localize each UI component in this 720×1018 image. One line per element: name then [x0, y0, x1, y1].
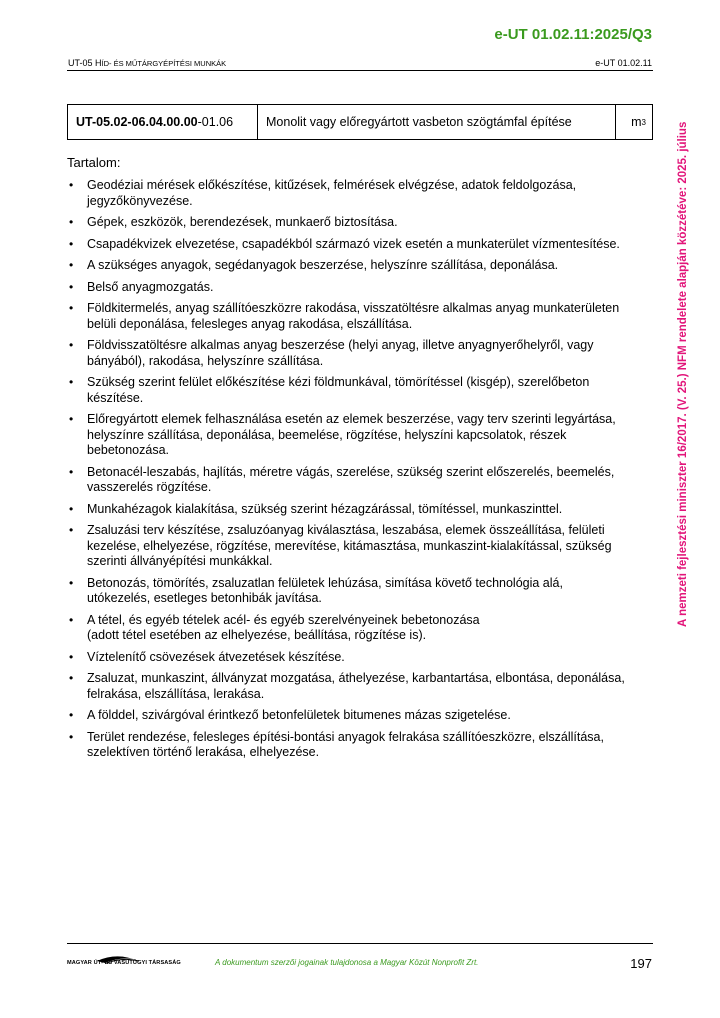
document-code: e-UT 01.02.11:2025/Q3 — [494, 26, 652, 43]
item-code-suffix: -01.06 — [197, 115, 234, 129]
unit-exponent: 3 — [641, 117, 646, 127]
contents-list-item: • Földvisszatöltésre alkalmas anyag beszerzése (helyi anyag, illetve anyagnyerőhelyről, vagy bányából), rakodása, helyszínre szállítása. — [67, 338, 627, 369]
item-header-table — [67, 104, 653, 140]
contents-list-item: • Zsaluzat, munkaszint, állványzat mozgatása, áthelyezése, karbantartása, elbontása, deponálása, felrakása, elszállítása, lerakása. — [67, 671, 627, 702]
item-code: UT-05.02-06.04.00.00 — [76, 115, 198, 129]
contents-list-item: • Szükség szerint felület előkészítése kézi földmunkával, tömörítéssel (kisgép), szerelőbeton készítése. — [67, 375, 627, 406]
unit-base: m — [631, 115, 642, 129]
contents-list-item: • Gépek, eszközök, berendezések, munkaerő biztosítása. — [67, 215, 627, 231]
contents-list-item: • Geodéziai mérések előkészítése, kitűzések, felmérések elvégzése, adatok feldolgozása, jegyzőkönyvezése. — [67, 178, 627, 209]
document-reference: e-UT 01.02.11 — [595, 58, 652, 68]
contents-list-item: • Földkitermelés, anyag szállítóeszközre rakodása, visszatöltésre alkalmas anyag munkaterületen belüli deponálása, felesleges anyag rakodása, elszállítása. — [67, 301, 627, 332]
contents-list-item: • A földdel, szivárgóval érintkező betonfelületek bitumenes mázas szigetelése. — [67, 708, 627, 724]
page-number: 197 — [630, 956, 652, 971]
contents-list-item: • Belső anyagmozgatás. — [67, 280, 627, 296]
chapter-title — [68, 58, 226, 68]
side-publication-note: A nemzeti fejlesztési miniszter 16/2017. (V. 25.) NFM rendelete alapján közzétéve: 2025. július — [677, 121, 689, 627]
society-logo-text: MAGYAR ÚT- ÉS VASÚTÜGYI TÁRSASÁG — [67, 960, 181, 966]
contents-list — [67, 178, 627, 767]
contents-list-item: • Betonacél-leszabás, hajlítás, méretre vágás, szerelése, szükség szerint előszerelés, beemelés, vasszerelés rögzítése. — [67, 465, 627, 496]
contents-list-item: • Víztelenítő csövezések átvezetések készítése. — [67, 650, 627, 666]
footer-divider — [67, 943, 653, 944]
contents-list-item: • Munkahézagok kialakítása, szükség szerint hézagzárással, tömítéssel, munkaszinttel. — [67, 502, 627, 518]
item-code-cell — [68, 105, 258, 139]
item-description: Monolit vagy előregyártott vasbeton szögtámfal építése — [258, 105, 616, 139]
contents-list-item: • Betonozás, tömörítés, zsaluzatlan felületek lehúzása, simítása követő technológia alá, utókezelés, esetleges betonhibák javítása. — [67, 576, 627, 607]
contents-list-item: • Zsaluzási terv készítése, zsaluzóanyag kiválasztása, leszabása, elemek összeállítása, felületi kezelése, elhelyezése, rögzítése, merevítése, kitámasztása, munkaszint-kialakítással, szükség szerinti állványépítési munkákkal. — [67, 523, 627, 570]
contents-label: Tartalom: — [67, 155, 121, 170]
chapter-smallcaps: ÍD- ÉS MŰTÁRGYÉPÍTÉSI MUNKÁK — [101, 59, 227, 68]
header-divider — [67, 70, 653, 71]
item-unit — [616, 105, 652, 139]
contents-list-item: • A szükséges anyagok, segédanyagok beszerzése, helyszínre szállítása, deponálása. — [67, 258, 627, 274]
contents-list-item: • A tétel, és egyéb tételek acél- és egyéb szerelvényeinek bebetonozása (adott tétel esetében az elhelyezése, beállítása, rögzítése is). — [67, 613, 627, 644]
contents-list-item: • Terület rendezése, felesleges építési-bontási anyagok felrakása szállítóeszközre, elszállítása, szelektíven történő lerakása, elhelyezése. — [67, 730, 627, 761]
copyright-note: A dokumentum szerzői jogainak tulajdonosa a Magyar Közút Nonprofit Zrt. — [215, 958, 479, 967]
contents-list-item: • Csapadékvizek elvezetése, csapadékból származó vizek esetén a munkaterület vízmentesítése. — [67, 237, 627, 253]
chapter-prefix: UT-05 H — [68, 58, 102, 68]
contents-list-item: • Előregyártott elemek felhasználása esetén az elemek beszerzése, vagy terv szerinti legyártása, helyszínre szállítása, deponálása, beemelése, rögzítése, helyszíni kapcsolatok, részek bebetonozása. — [67, 412, 627, 459]
